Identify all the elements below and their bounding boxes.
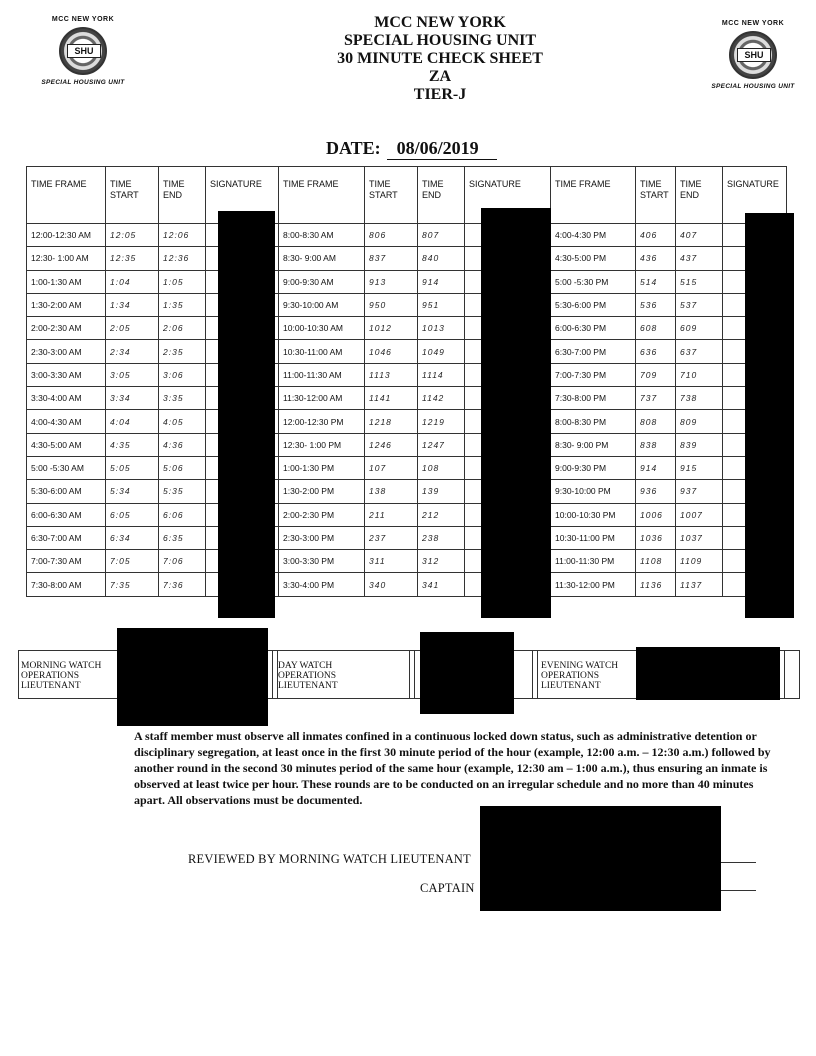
reviewed-by-label: REVIEWED BY MORNING WATCH LIEUTENANT [188, 852, 471, 866]
time-end-cell: 839 [676, 433, 723, 456]
logo-right [698, 20, 808, 90]
col-time-end: TIME END [418, 167, 465, 224]
time-start-cell: 1012 [365, 317, 418, 340]
time-start-cell: 806 [365, 224, 418, 247]
table-row [27, 387, 787, 410]
table-row [27, 293, 787, 316]
time-end-cell: 515 [676, 270, 723, 293]
table-row [27, 526, 787, 549]
time-end-cell: 537 [676, 293, 723, 316]
table-row [27, 340, 787, 363]
seal-text: SHU [67, 44, 101, 58]
time-frame-cell: 2:00-2:30 AM [27, 317, 106, 340]
time-frame-cell: 7:00-7:30 PM [551, 363, 636, 386]
time-end-cell: 809 [676, 410, 723, 433]
time-frame-cell: 11:00-11:30 PM [551, 550, 636, 573]
col-time-frame: TIME FRAME [551, 167, 636, 224]
heading-line-1: MCC NEW YORK [374, 14, 506, 31]
time-start-cell: 1108 [636, 550, 676, 573]
time-frame-cell: 8:00-8:30 AM [279, 224, 365, 247]
time-start-cell: 913 [365, 270, 418, 293]
time-end-cell: 738 [676, 387, 723, 410]
logo-right-top-text: MCC NEW YORK [721, 20, 785, 27]
time-end-cell: 6:35 [159, 526, 206, 549]
time-frame-cell: 4:00-4:30 PM [551, 224, 636, 247]
divider [272, 651, 278, 698]
table-row [27, 270, 787, 293]
time-end-cell: 212 [418, 503, 465, 526]
time-start-cell: 406 [636, 224, 676, 247]
time-end-cell: 4:05 [159, 410, 206, 433]
time-start-cell: 4:35 [106, 433, 159, 456]
time-frame-cell: 5:30-6:00 AM [27, 480, 106, 503]
time-frame-cell: 1:00-1:30 AM [27, 270, 106, 293]
time-start-cell: 1218 [365, 410, 418, 433]
time-frame-cell: 5:00 -5:30 PM [551, 270, 636, 293]
time-frame-cell: 11:30-12:00 AM [279, 387, 365, 410]
time-frame-cell: 3:30-4:00 AM [27, 387, 106, 410]
time-frame-cell: 4:00-4:30 AM [27, 410, 106, 433]
seal-text: SHU [737, 48, 771, 62]
time-end-cell: 5:06 [159, 456, 206, 479]
date-field [326, 138, 497, 160]
time-frame-cell: 10:30-11:00 PM [551, 526, 636, 549]
redacted-morning-signature [117, 628, 268, 726]
time-start-cell: 808 [636, 410, 676, 433]
time-frame-cell: 7:00-7:30 AM [27, 550, 106, 573]
time-frame-cell: 4:30-5:00 PM [551, 247, 636, 270]
evening-watch-label: EVENING WATCH OPERATIONS LIEUTENANT [541, 661, 619, 691]
time-frame-cell: 11:00-11:30 AM [279, 363, 365, 386]
time-end-cell: 2:06 [159, 317, 206, 340]
time-start-cell: 3:34 [106, 387, 159, 410]
time-end-cell: 437 [676, 247, 723, 270]
time-frame-cell: 6:00-6:30 AM [27, 503, 106, 526]
time-end-cell: 914 [418, 270, 465, 293]
time-start-cell: 138 [365, 480, 418, 503]
redacted-day-signature [420, 632, 514, 714]
time-frame-cell: 7:30-8:00 PM [551, 387, 636, 410]
time-end-cell: 4:36 [159, 433, 206, 456]
time-frame-cell: 6:30-7:00 PM [551, 340, 636, 363]
time-end-cell: 951 [418, 293, 465, 316]
time-frame-cell: 2:30-3:00 AM [27, 340, 106, 363]
time-start-cell: 237 [365, 526, 418, 549]
table-row [27, 550, 787, 573]
redacted-signature-block [745, 213, 794, 618]
redacted-review-signatures [480, 806, 721, 911]
time-start-cell: 1006 [636, 503, 676, 526]
table-header-row [27, 167, 787, 224]
day-watch-label: DAY WATCH OPERATIONS LIEUTENANT [278, 661, 338, 691]
col-signature: SIGNATURE [465, 167, 551, 224]
time-frame-cell: 10:00-10:30 PM [551, 503, 636, 526]
col-time-frame: TIME FRAME [27, 167, 106, 224]
time-frame-cell: 4:30-5:00 AM [27, 433, 106, 456]
time-frame-cell: 8:30- 9:00 AM [279, 247, 365, 270]
time-end-cell: 5:35 [159, 480, 206, 503]
heading-line-5: TIER-J [413, 86, 467, 103]
time-end-cell: 1247 [418, 433, 465, 456]
time-frame-cell: 6:00-6:30 PM [551, 317, 636, 340]
time-end-cell: 1007 [676, 503, 723, 526]
time-start-cell: 737 [636, 387, 676, 410]
shu-seal-icon [59, 27, 107, 75]
time-frame-cell: 12:30- 1:00 PM [279, 433, 365, 456]
heading-line-2: SPECIAL HOUSING UNIT [343, 32, 537, 49]
table-row [27, 573, 787, 596]
time-end-cell: 609 [676, 317, 723, 340]
time-start-cell: 1141 [365, 387, 418, 410]
time-start-cell: 1036 [636, 526, 676, 549]
time-start-cell: 340 [365, 573, 418, 596]
check-sheet-table [26, 166, 787, 597]
time-frame-cell: 10:00-10:30 AM [279, 317, 365, 340]
table-row [27, 247, 787, 270]
time-frame-cell: 1:00-1:30 PM [279, 456, 365, 479]
time-end-cell: 807 [418, 224, 465, 247]
time-end-cell: 108 [418, 456, 465, 479]
time-frame-cell: 5:30-6:00 PM [551, 293, 636, 316]
time-end-cell: 3:35 [159, 387, 206, 410]
time-start-cell: 3:05 [106, 363, 159, 386]
time-start-cell: 914 [636, 456, 676, 479]
time-end-cell: 1037 [676, 526, 723, 549]
time-end-cell: 1137 [676, 573, 723, 596]
time-end-cell: 1114 [418, 363, 465, 386]
time-start-cell: 514 [636, 270, 676, 293]
time-start-cell: 2:34 [106, 340, 159, 363]
table-row [27, 410, 787, 433]
time-start-cell: 1246 [365, 433, 418, 456]
time-frame-cell: 2:00-2:30 PM [279, 503, 365, 526]
logo-left-top-text: MCC NEW YORK [51, 16, 115, 23]
shu-seal-icon [729, 31, 777, 79]
logo-right-bottom-text: SPECIAL HOUSING UNIT [711, 83, 795, 90]
table-row [27, 456, 787, 479]
time-frame-cell: 9:00-9:30 PM [551, 456, 636, 479]
redacted-signature-block [481, 208, 551, 618]
col-time-end: TIME END [676, 167, 723, 224]
time-end-cell: 3:06 [159, 363, 206, 386]
time-start-cell: 536 [636, 293, 676, 316]
time-start-cell: 1046 [365, 340, 418, 363]
time-end-cell: 1049 [418, 340, 465, 363]
time-frame-cell: 3:30-4:00 PM [279, 573, 365, 596]
time-frame-cell: 8:30- 9:00 PM [551, 433, 636, 456]
time-start-cell: 838 [636, 433, 676, 456]
time-start-cell: 950 [365, 293, 418, 316]
logo-left [28, 16, 138, 86]
time-start-cell: 1113 [365, 363, 418, 386]
time-frame-cell: 1:30-2:00 AM [27, 293, 106, 316]
time-start-cell: 107 [365, 456, 418, 479]
time-end-cell: 7:06 [159, 550, 206, 573]
time-start-cell: 1:34 [106, 293, 159, 316]
time-end-cell: 1109 [676, 550, 723, 573]
table-row [27, 224, 787, 247]
col-signature: SIGNATURE [723, 167, 787, 224]
time-frame-cell: 7:30-8:00 AM [27, 573, 106, 596]
time-frame-cell: 12:00-12:30 AM [27, 224, 106, 247]
time-start-cell: 311 [365, 550, 418, 573]
col-time-start: TIME START [106, 167, 159, 224]
col-time-end: TIME END [159, 167, 206, 224]
time-start-cell: 1136 [636, 573, 676, 596]
time-frame-cell: 3:00-3:30 AM [27, 363, 106, 386]
time-end-cell: 710 [676, 363, 723, 386]
date-label: DATE: [326, 138, 381, 158]
col-time-start: TIME START [636, 167, 676, 224]
time-start-cell: 7:35 [106, 573, 159, 596]
redacted-evening-signature [636, 647, 780, 700]
time-end-cell: 1013 [418, 317, 465, 340]
time-end-cell: 6:06 [159, 503, 206, 526]
time-frame-cell: 6:30-7:00 AM [27, 526, 106, 549]
time-start-cell: 4:04 [106, 410, 159, 433]
divider [409, 651, 415, 698]
table-row [27, 503, 787, 526]
time-end-cell: 1142 [418, 387, 465, 410]
time-start-cell: 6:34 [106, 526, 159, 549]
time-end-cell: 1:05 [159, 270, 206, 293]
time-end-cell: 915 [676, 456, 723, 479]
time-end-cell: 407 [676, 224, 723, 247]
policy-text: A staff member must observe all inmates confined in a continuous locked down status, such as administrative detention or disciplinary segregation, at least once in the first 30 minute period of the hour (example, 12:00 a.m. – 12:30 a.m.) followed by another round in the second 30 minutes period of the same hour (example, 12:30 am – 1:00 a.m.), thus ensuring an inmate is observed at least twice per hour. These rounds are to be conducted on an irregular schedule and no more than 40 minutes apart. All observations must be documented. [134, 729, 771, 807]
time-start-cell: 12:35 [106, 247, 159, 270]
time-start-cell: 936 [636, 480, 676, 503]
sheet-heading [250, 14, 630, 104]
time-end-cell: 840 [418, 247, 465, 270]
time-end-cell: 637 [676, 340, 723, 363]
col-time-start: TIME START [365, 167, 418, 224]
time-end-cell: 1:35 [159, 293, 206, 316]
redacted-signature-block [218, 211, 275, 618]
time-frame-cell: 9:00-9:30 AM [279, 270, 365, 293]
time-start-cell: 837 [365, 247, 418, 270]
time-end-cell: 341 [418, 573, 465, 596]
time-frame-cell: 9:30-10:00 PM [551, 480, 636, 503]
time-frame-cell: 2:30-3:00 PM [279, 526, 365, 549]
time-end-cell: 2:35 [159, 340, 206, 363]
time-frame-cell: 10:30-11:00 AM [279, 340, 365, 363]
table-row [27, 317, 787, 340]
time-frame-cell: 3:00-3:30 PM [279, 550, 365, 573]
table-row [27, 363, 787, 386]
time-end-cell: 7:36 [159, 573, 206, 596]
logo-left-bottom-text: SPECIAL HOUSING UNIT [41, 79, 125, 86]
time-start-cell: 636 [636, 340, 676, 363]
col-signature: SIGNATURE [206, 167, 279, 224]
time-start-cell: 5:34 [106, 480, 159, 503]
time-frame-cell: 9:30-10:00 AM [279, 293, 365, 316]
heading-line-3: 30 MINUTE CHECK SHEET [337, 50, 543, 67]
time-frame-cell: 11:30-12:00 PM [551, 573, 636, 596]
time-start-cell: 7:05 [106, 550, 159, 573]
time-start-cell: 211 [365, 503, 418, 526]
time-frame-cell: 5:00 -5:30 AM [27, 456, 106, 479]
heading-line-4: ZA [428, 68, 452, 85]
time-start-cell: 6:05 [106, 503, 159, 526]
time-frame-cell: 8:00-8:30 PM [551, 410, 636, 433]
time-end-cell: 238 [418, 526, 465, 549]
time-start-cell: 2:05 [106, 317, 159, 340]
time-end-cell: 12:36 [159, 247, 206, 270]
time-start-cell: 709 [636, 363, 676, 386]
time-start-cell: 12:05 [106, 224, 159, 247]
table-row [27, 433, 787, 456]
time-start-cell: 1:04 [106, 270, 159, 293]
col-time-frame: TIME FRAME [279, 167, 365, 224]
time-frame-cell: 12:00-12:30 PM [279, 410, 365, 433]
time-frame-cell: 1:30-2:00 PM [279, 480, 365, 503]
captain-label: CAPTAIN [420, 881, 475, 895]
time-end-cell: 12:06 [159, 224, 206, 247]
divider [532, 651, 538, 698]
time-end-cell: 312 [418, 550, 465, 573]
time-end-cell: 139 [418, 480, 465, 503]
time-start-cell: 436 [636, 247, 676, 270]
morning-watch-label: MORNING WATCH OPERATIONS LIEUTENANT [21, 661, 102, 691]
time-end-cell: 937 [676, 480, 723, 503]
date-value: 08/06/2019 [387, 138, 497, 160]
time-end-cell: 1219 [418, 410, 465, 433]
table-row [27, 480, 787, 503]
time-start-cell: 5:05 [106, 456, 159, 479]
time-frame-cell: 12:30- 1:00 AM [27, 247, 106, 270]
time-start-cell: 608 [636, 317, 676, 340]
